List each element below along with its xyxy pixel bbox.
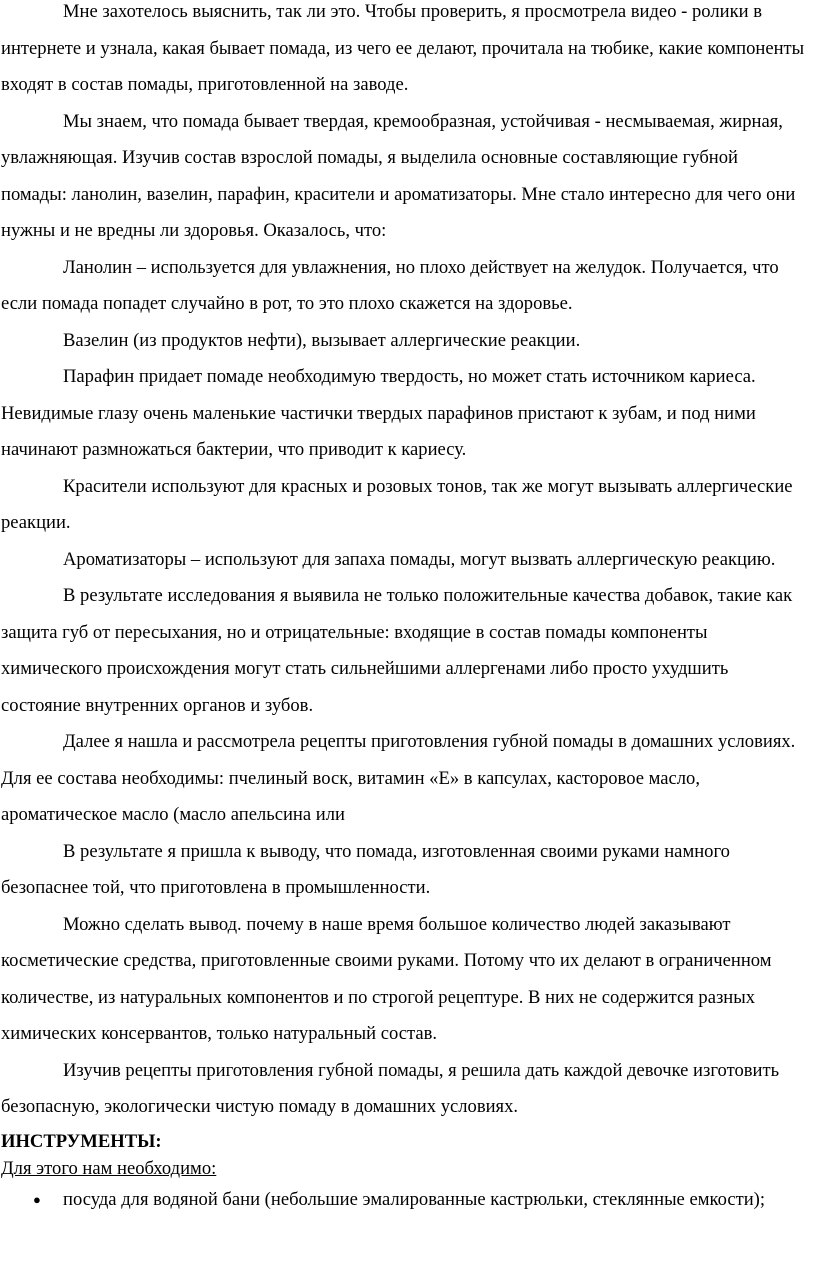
bullet-icon: ● (33, 1191, 41, 1207)
paragraph-8: В результате исследования я выявила не только положительные качества добавок, такие как защита губ от пересыхания, но и отрицательные: входящие в состав помады компоненты химического происхождения могут стать сильнейшими аллергенами либо просто ухудшить состояние внутренних органов и зубов. (1, 585, 793, 716)
paragraph-4: Вазелин (из продуктов нефти), вызывает аллергические реакции. (63, 329, 581, 351)
section-subheading: Для этого нам необходимо: (1, 1157, 217, 1179)
paragraph-5: Парафин придает помаде необходимую твердость, но может стать источником кариеса. Невидимые глазу очень маленькие частички твердых парафинов пристают к зубам, и под ними начинают размножаться бактерии, что приводит к кариесу. (1, 366, 756, 460)
paragraph-9: Далее я нашла и рассмотрела рецепты приготовления губной помады в домашних условиях. Для ее состава необходимы: пчелиный воск, витамин «Е» в капсулах, касторовое масло, ароматическое масло (масло апельсина или (1, 731, 796, 825)
paragraph-3: Ланолин – используется для увлажнения, но плохо действует на желудок. Получается, что если помада попадет случайно в рот, то это плохо скажется на здоровье. (1, 256, 779, 314)
list-item-text: посуда для водяной бани (небольшие эмалированные кастрюльки, стеклянные емкости); (63, 1188, 766, 1210)
paragraph-12: Изучив рецепты приготовления губной помады, я решила дать каждой девочке изготовить безопасную, экологически чистую помаду в домашних условиях. (1, 1059, 780, 1117)
list-item (0, 1186, 816, 1214)
paragraph-2: Мы знаем, что помада бывает твердая, кремообразная, устойчивая - несмываемая, жирная, увлажняющая. Изучив состав взрослой помады, я выделила основные составляющие губной помады: ланолин, вазелин, парафин, красители и ароматизаторы. Мне стало интересно для чего они нужны и не вредны ли здоровья. Оказалось, что: (1, 110, 796, 241)
paragraph-10: В результате я пришла к выводу, что помада, изготовленная своими руками намного безопаснее той, что приготовлена в промышленности. (1, 840, 730, 898)
paragraph-7: Ароматизаторы – используют для запаха помады, могут вызвать аллергическую реакцию. (63, 548, 776, 570)
paragraph-11: Можно сделать вывод. почему в наше время большое количество людей заказывают косметические средства, приготовленные своими руками. Потому что их делают в ограниченном количестве, из натуральных компонентов и по строгой рецептуре. В них не содержится разных химических консервантов, только натуральный состав. (1, 913, 772, 1044)
tools-list (0, 1186, 816, 1214)
paragraph-1: Мне захотелось выяснить, так ли это. Чтобы проверить, я просмотрела видео - ролики в интернете и узнала, какая бывает помада, из чего ее делают, прочитала на тюбике, какие компоненты входят в состав помады, приготовленной на заводе. (1, 1, 805, 95)
paragraph-6: Красители используют для красных и розовых тонов, так же могут вызывать аллергические реакции. (1, 475, 793, 533)
section-heading: ИНСТРУМЕНТЫ: (1, 1130, 162, 1152)
